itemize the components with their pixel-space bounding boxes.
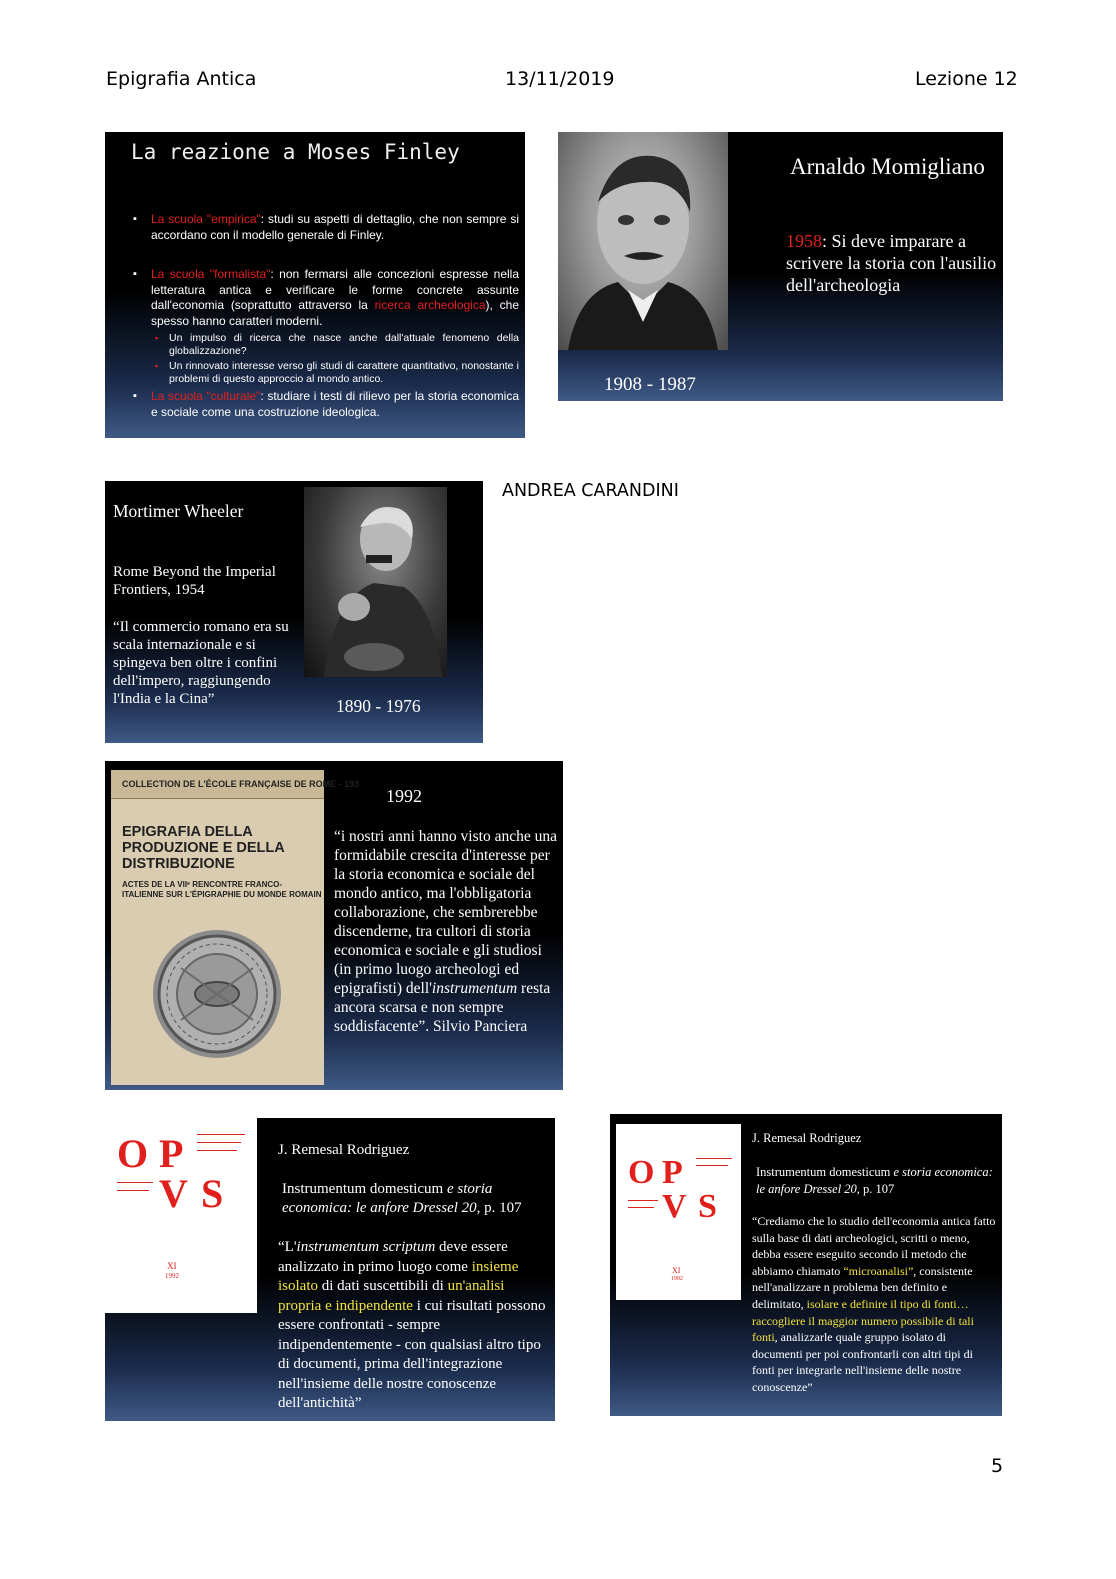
work-page: , p. 107: [856, 1181, 895, 1196]
opus-letter: S: [698, 1188, 717, 1225]
book-title: EPIGRAFIA DELLA PRODUZIONE E DELLA DISTRIBUZIONE: [122, 824, 285, 872]
wheeler-photo: [304, 487, 447, 677]
quote-highlight: “microanalisi”: [843, 1263, 914, 1278]
slide-title: La reazione a Moses Finley: [131, 140, 460, 164]
work-reference: [752, 1164, 1002, 1197]
book-reference: Rome Beyond the Imperial Frontiers, 1954: [113, 564, 276, 598]
remesal-quote: [752, 1213, 998, 1396]
slide-title: Mortimer Wheeler: [113, 501, 244, 521]
quote-text: : Si deve imparare a scrivere la storia con l'ausilio dell'archeologia: [786, 231, 997, 295]
seal-icon: [151, 928, 283, 1060]
quote-text: “L': [278, 1239, 297, 1255]
quote-text: , analizzarle quale gruppo isolato di documenti per poi confrontarli con altri tipi di fonti per integrarle nell'insieme delle nostre conoscenze”: [752, 1330, 973, 1394]
quote-highlight: un'analisi propria e indipendente: [278, 1278, 505, 1314]
work-title: Instrumentum domesticum: [282, 1181, 447, 1197]
opus-volume: XI: [672, 1266, 681, 1275]
work-title: Instrumentum domesticum: [756, 1165, 894, 1179]
momigliano-quote: [786, 230, 998, 296]
bullet-label: La scuola "empirica": [151, 212, 261, 226]
header-course-title: Epigrafia Antica: [106, 68, 257, 90]
opus-letter: O: [628, 1154, 655, 1191]
remesal-quote: [278, 1238, 546, 1414]
bullet-text: : studiare i testi di rilievo per la storia economica e sociale come una costruzione ideologica.: [151, 389, 519, 419]
bullet-label: La scuola "formalista": [151, 267, 271, 281]
opus-year: 1992: [671, 1276, 683, 1282]
sub-bullet-quantitativo: ▪ Un rinnovato interesse verso gli studi di carattere quantitativo, nonostante i problemi di questo approccio al mondo antico.: [105, 360, 523, 386]
quote-text: “i nostri anni hanno visto anche una formidabile crescita d'interesse per la storia economica e sociale del mondo antico, ma l'obbligatoria collaborazione, che sembrerebbe discenderne, tra cultori di storia economica e sociale e gli studiosi (in primo luogo archeologi ed epigrafisti) dell': [334, 828, 557, 997]
quote-text: di dati suscettibili di: [318, 1278, 448, 1294]
header-lesson: Lezione 12: [915, 68, 1018, 90]
work-title-italic: e storia economica: le anfore Dressel 20: [282, 1181, 493, 1216]
year-label: 1992: [386, 786, 422, 806]
opus-letter: V: [662, 1188, 687, 1225]
opus-letter: P: [662, 1154, 683, 1191]
panciera-quote: [334, 827, 562, 1036]
slide-epigrafia-1992: [105, 761, 563, 1090]
opus-book-cover: [616, 1124, 741, 1300]
carandini-label: ANDREA CARANDINI: [502, 481, 679, 501]
work-title-italic: e storia economica: le anfore Dressel 20: [756, 1165, 993, 1196]
quote-text: resta ancora scarsa e non sempre soddisfacente”. Silvio Panciera: [334, 980, 551, 1035]
book-series: COLLECTION DE L'ÉCOLE FRANÇAISE DE ROME - 193: [122, 779, 360, 789]
work-reference: [282, 1180, 552, 1218]
opus-year: 1992: [165, 1272, 179, 1280]
author-name: J. Remesal Rodriguez: [278, 1142, 410, 1158]
bullet-text: : non fermarsi alle concezioni espresse nella letteratura antica e verificare le forme concrete assunte dall'economia (soprattutto attraverso la: [151, 267, 519, 312]
page-number: 5: [991, 1455, 1004, 1477]
bullet-label: La scuola "culturale": [151, 389, 261, 403]
wheeler-quote: “Il commercio romano era su scala internazionale e si spingeva ben oltre i confini dell'impero, raggiungendo l'India e la Cina”: [113, 619, 289, 707]
bullet-highlight: ricerca archeologica: [374, 298, 486, 312]
slide-momigliano: [558, 132, 1003, 401]
bullet-text: ), che spesso hanno caratteri moderni.: [151, 298, 520, 328]
bullet-text: : studi su aspetti di dettaglio, che non sempre si accordano con il modello generale di Finley.: [151, 212, 519, 242]
quote-highlight: insieme isolato: [278, 1258, 519, 1294]
quote-text: “Crediamo che lo studio dell'economia antica fatto sulla base di dati archeologici, scritti o meno, debba essere eseguito secondo il metodo che abbiamo chiamato: [752, 1214, 996, 1278]
opus-volume: XI: [167, 1261, 177, 1271]
life-dates: 1908 - 1987: [604, 374, 696, 395]
quote-emphasis: instrumentum scriptum: [296, 1239, 436, 1255]
quote-text: deve essere analizzato in primo luogo come: [278, 1239, 508, 1275]
quote-text: i cui risultati possono essere confrontati - sempre indipendentemente - con qualsiasi altro tipo di documenti, prima dell'integrazione nell'insieme delle nostre conoscenze dell'antichità”: [278, 1297, 546, 1411]
opus-letter: P: [159, 1131, 184, 1176]
bullet-list: [105, 212, 523, 420]
header-date: 13/11/2019: [505, 68, 615, 90]
sub-bullet-globalizzazione: ▪ Un impulso di ricerca che nasce anche dall'attuale fenomeno della globalizzazione?: [105, 332, 523, 358]
quote-emphasis: instrumentum: [431, 980, 518, 997]
opus-letter: V: [159, 1171, 188, 1216]
opus-letter: O: [117, 1131, 149, 1176]
opus-book-cover: [105, 1118, 257, 1313]
quote-highlight: isolare e definire il tipo di fonti… raccogliere il maggior numero possibile di tali fonti: [752, 1296, 974, 1345]
slide-wheeler: [105, 481, 483, 743]
book-subtitle: ACTES DE LA VIIᵉ RENCONTRE FRANCO-ITALIENNE SUR L'ÉPIGRAPHIE DU MONDE ROMAIN: [122, 880, 322, 899]
slide-remesal-1: [105, 1118, 555, 1421]
slide-remesal-2: [610, 1114, 1002, 1416]
bullet-empirica: [105, 212, 523, 243]
momigliano-portrait: [558, 132, 728, 350]
opus-letter: S: [201, 1171, 224, 1216]
quote-text: , consistente nell'analizzare n problema ben definito e delimitato,: [752, 1263, 973, 1311]
portrait-icon: [558, 132, 728, 350]
slide-finley-reaction: [105, 132, 525, 438]
author-name: J. Remesal Rodriguez: [752, 1131, 862, 1145]
slide-title: Arnaldo Momigliano: [790, 154, 985, 179]
book-cover: [111, 770, 360, 1085]
bullet-formalista: [105, 267, 523, 329]
bullet-culturale: [105, 389, 523, 420]
life-dates: 1890 - 1976: [336, 696, 421, 716]
photo-icon: [304, 487, 447, 677]
year-highlight: 1958: [786, 231, 822, 251]
work-page: , p. 107: [476, 1200, 522, 1216]
